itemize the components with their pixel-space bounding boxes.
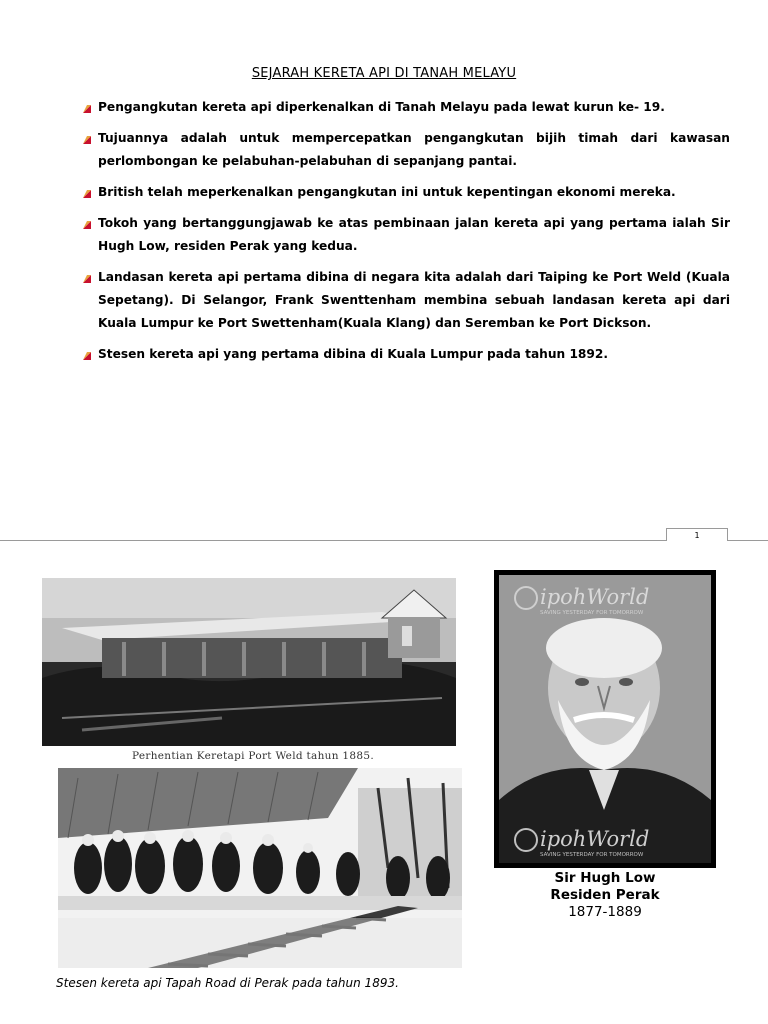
list-item (82, 127, 730, 173)
bullet-text: Landasan kereta api pertama dibina di negara kita adalah dari Taiping ke Port Weld (Kuala Sepetang). Di Selangor, Frank Swenttenham membina sebuah landasan kereta api dari Kuala Lumpur ke Port Swettenham(Kuala Klang) dan Seremban ke Port Dickson. (98, 270, 730, 330)
tapah-caption: Stesen kereta api Tapah Road di Perak pada tahun 1893. (56, 976, 399, 990)
arrow-bullet-icon (82, 220, 92, 230)
port-weld-station-image (42, 578, 456, 766)
bullet-list (82, 96, 730, 374)
watermark-text: ipohWorld (540, 827, 650, 851)
portrait-years: 1877-1889 (568, 904, 642, 920)
page-number: 1 (666, 528, 728, 541)
arrow-bullet-icon (82, 351, 92, 361)
watermark-sub: SAVING YESTERDAY FOR TOMORROW (540, 852, 644, 858)
list-item (82, 212, 730, 258)
watermark-text: ipohWorld (540, 585, 650, 609)
arrow-bullet-icon (82, 104, 92, 114)
bullet-text: Pengangkutan kereta api diperkenalkan di Tanah Melayu pada lewat kurun ke- 19. (98, 100, 665, 114)
arrow-bullet-icon (82, 274, 92, 284)
bullet-text: British telah meperkenalkan pengangkutan ini untuk kepentingan ekonomi mereka. (98, 185, 676, 199)
list-item (82, 343, 730, 366)
watermark-sub: SAVING YESTERDAY FOR TOMORROW (540, 610, 644, 616)
port-weld-caption: Perhentian Keretapi Port Weld tahun 1885. (132, 750, 374, 762)
sir-hugh-low-portrait (494, 570, 716, 868)
bullet-text: Tujuannya adalah untuk mempercepatkan pengangkutan bijih timah dari kawasan perlombongan ke pelabuhan-pelabuhan di sepanjang pantai. (98, 131, 730, 168)
list-item (82, 266, 730, 335)
bullet-text: Tokoh yang bertanggungjawab ke atas pembinaan jalan kereta api yang pertama ialah Sir Hugh Low, residen Perak yang kedua. (98, 216, 730, 253)
arrow-bullet-icon (82, 189, 92, 199)
page-break-rule (0, 540, 768, 541)
portrait-image (494, 570, 716, 868)
portrait-name: Sir Hugh Low (554, 870, 656, 886)
bullet-text: Stesen kereta api yang pertama dibina di Kuala Lumpur pada tahun 1892. (98, 347, 608, 361)
list-item (82, 181, 730, 204)
portrait-role: Residen Perak (550, 887, 660, 903)
arrow-bullet-icon (82, 135, 92, 145)
tapah-road-station-image (58, 768, 462, 968)
list-item (82, 96, 730, 119)
tapah-photo (58, 768, 462, 968)
port-weld-photo (42, 578, 456, 766)
document-title: SEJARAH KERETA API DI TANAH MELAYU (251, 66, 517, 81)
